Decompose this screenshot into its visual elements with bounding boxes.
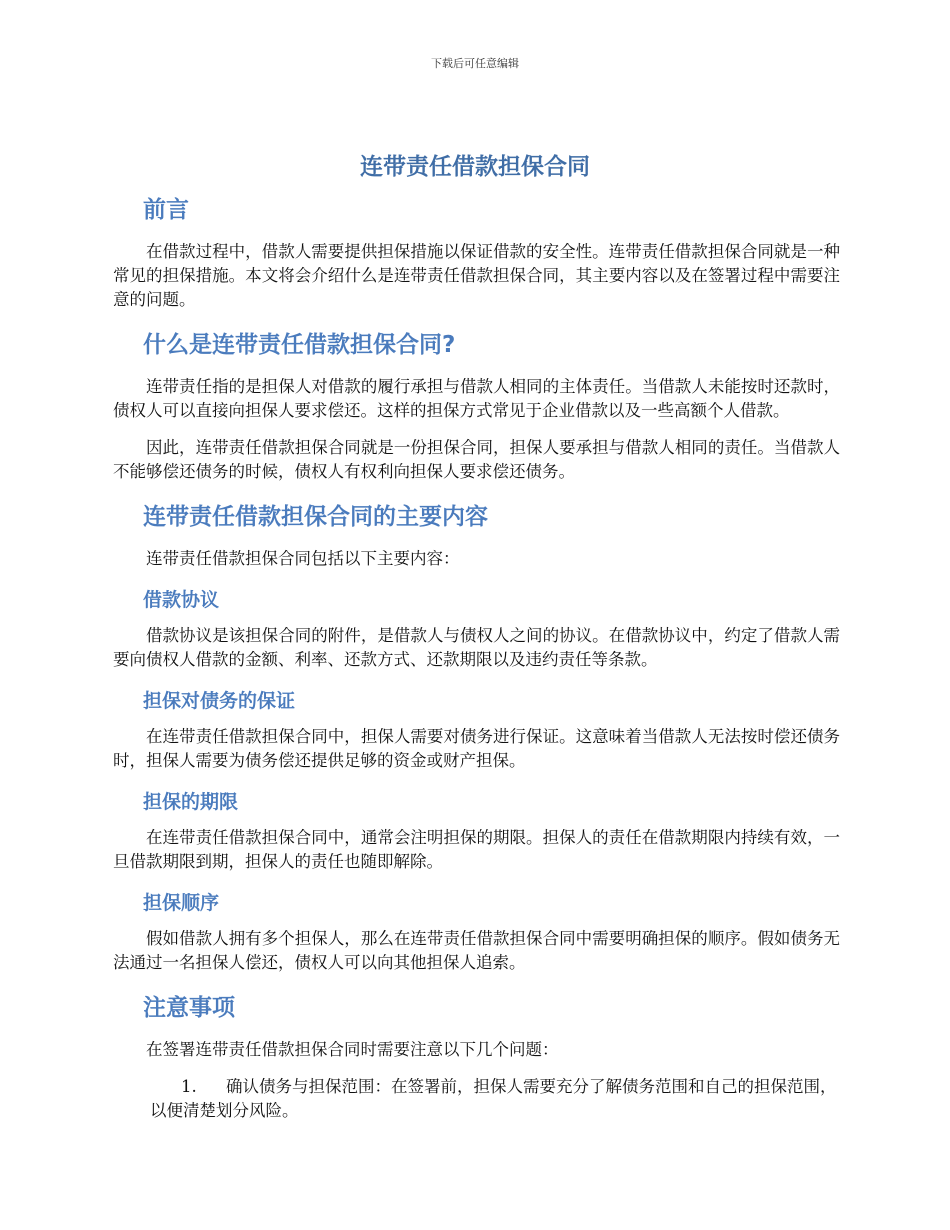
paragraph: 连带责任指的是担保人对借款的履行承担与借款人相同的主体责任。当借款人未能按时还款时，债权人可以直接向担保人要求偿还。这样的担保方式常见于企业借款以及一些高额个人借款。: [113, 377, 840, 420]
list-text: 确认债务与担保范围：在签署前，担保人需要充分了解债务范围和自己的担保范围，以便清楚划分风险。: [150, 1077, 837, 1120]
section-heading-content: 连带责任借款担保合同的主要内容: [143, 504, 488, 530]
paragraph: 在签署连带责任借款担保合同时需要注意以下几个问题：: [146, 1040, 559, 1059]
section-heading-notes: 注意事项: [143, 995, 235, 1021]
subheading-loan-agreement: 借款协议: [143, 589, 220, 611]
section-heading-intro: 前言: [143, 197, 189, 223]
subheading-order: 担保顺序: [143, 892, 220, 914]
paragraph: 假如借款人拥有多个担保人，那么在连带责任借款担保合同中需要明确担保的顺序。假如债务无法通过一名担保人偿还，债权人可以向其他担保人追索。: [113, 929, 840, 972]
subheading-guarantee: 担保对债务的保证: [143, 690, 296, 712]
subheading-term: 担保的期限: [143, 791, 239, 813]
paragraph: 因此，连带责任借款担保合同就是一份担保合同，担保人要承担与借款人相同的责任。当借款人不能够偿还债务的时候，债权人有权利向担保人要求偿还债务。: [113, 438, 840, 481]
header-note: 下载后可任意编辑: [431, 57, 519, 70]
list-item: [150, 1075, 840, 1123]
paragraph: 连带责任借款担保合同包括以下主要内容：: [146, 549, 460, 568]
paragraph: 在连带责任借款担保合同中，担保人需要对债务进行保证。这意味着当借款人无法按时偿还债务时，担保人需要为债务偿还提供足够的资金或财产担保。: [113, 727, 840, 770]
list-number: 1.: [181, 1077, 197, 1096]
paragraph: 在借款过程中，借款人需要提供担保措施以保证借款的安全性。连带责任借款担保合同就是一种常见的担保措施。本文将会介绍什么是连带责任借款担保合同，其主要内容以及在签署过程中需要注意的问题。: [113, 242, 840, 309]
paragraph: 借款协议是该担保合同的附件，是借款人与债权人之间的协议。在借款协议中，约定了借款人需要向债权人借款的金额、利率、还款方式、还款期限以及违约责任等条款。: [113, 626, 840, 669]
paragraph: 在连带责任借款担保合同中，通常会注明担保的期限。担保人的责任在借款期限内持续有效，一旦借款期限到期，担保人的责任也随即解除。: [113, 828, 840, 871]
document-title: 连带责任借款担保合同: [360, 154, 590, 180]
document-body: [113, 190, 840, 1135]
section-heading-what: 什么是连带责任借款担保合同?: [143, 332, 456, 358]
